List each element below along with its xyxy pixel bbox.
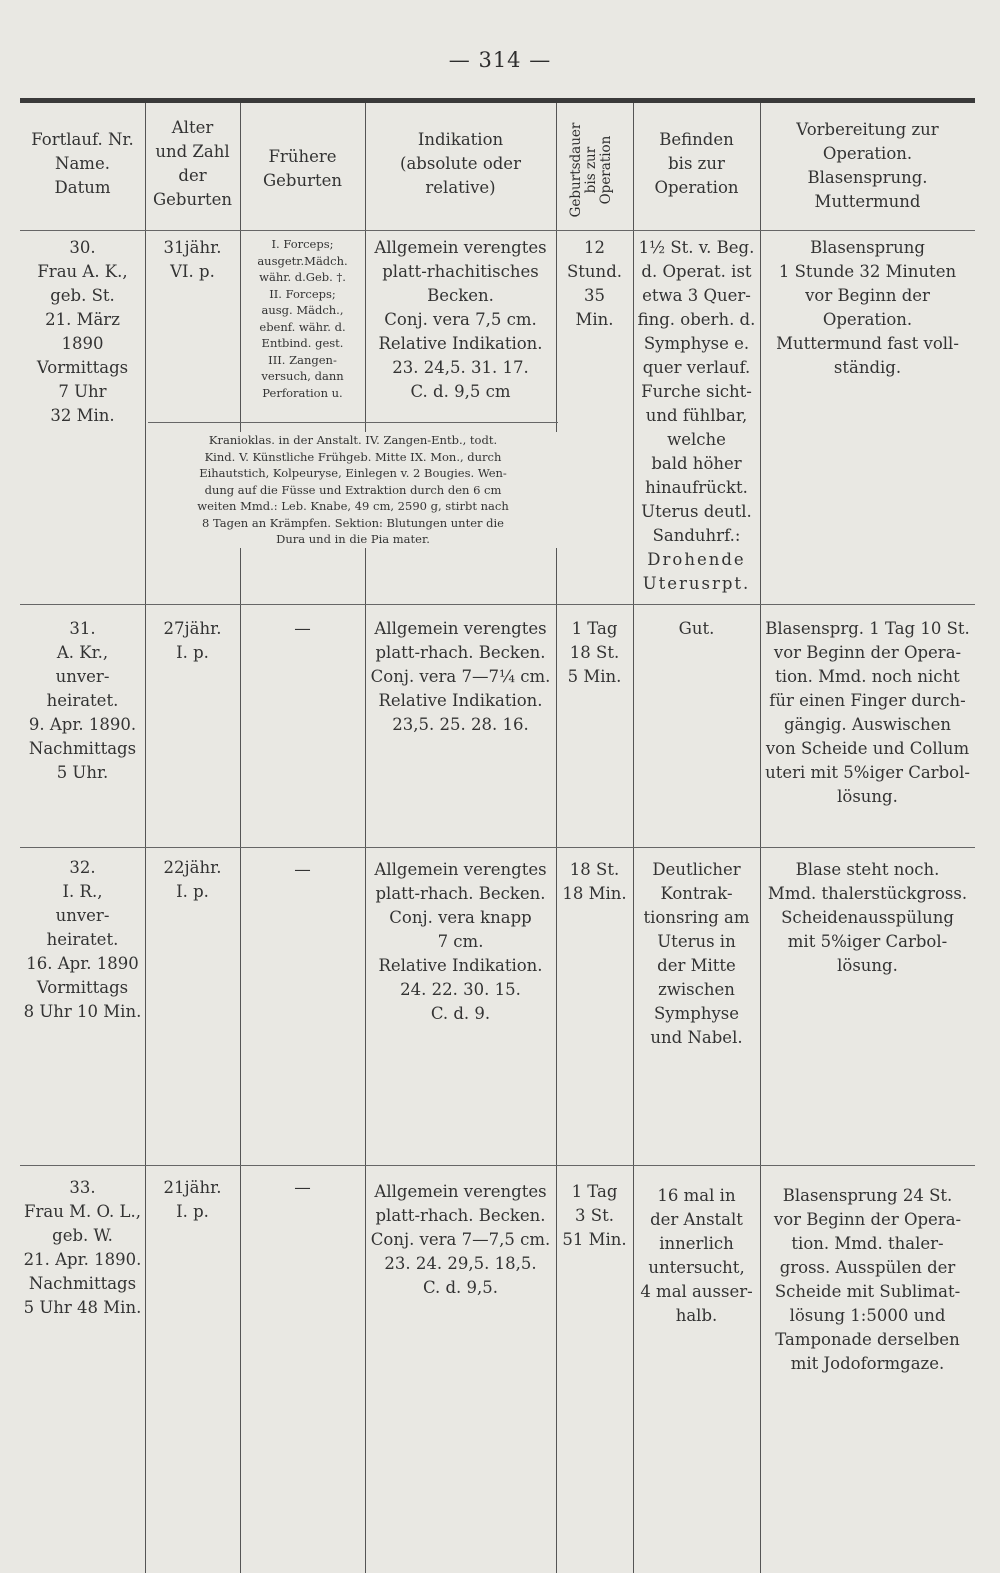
row31-birth-duration: 1 Tag 18 St. 5 Min.	[567, 619, 622, 686]
row33-condition: 16 mal in der Anstalt innerlich untersucht, 4 mal ausser- halb.	[640, 1186, 753, 1325]
row32-birth-duration: 18 St. 18 Min.	[562, 860, 627, 903]
row31-age: 27jähr. I. p.	[163, 619, 222, 662]
row30-age: 31jähr. VI. p.	[163, 238, 222, 281]
header-condition: Befinden bis zur Operation	[654, 130, 739, 197]
row32-age: 22jähr. I. p.	[163, 858, 222, 901]
header-indication: Indikation (absolute oder relative)	[400, 130, 521, 197]
row31-indication: Allgemein verengtes platt-rhach. Becken. Conj. vera 7—7¼ cm. Relative Indikation. 23,5. 25. 28. 16.	[370, 619, 551, 734]
row30-nr-name-date: 30. Frau A. K., geb. St. 21. März 1890 Vormittags 7 Uhr 32 Min.	[36, 238, 129, 425]
row33-birth-duration: 1 Tag 3 St. 51 Min.	[562, 1182, 627, 1249]
row32-condition: Deutlicher Kontrak- tionsring am Uterus in der Mitte zwischen Symphyse und Nabel.	[643, 860, 750, 1047]
row31-condition: Gut.	[678, 619, 715, 638]
row32-previous-births: —	[294, 860, 311, 879]
inset-rule	[148, 422, 558, 423]
row30-previous-births-continued: Kranioklas. in der Anstalt. IV. Zangen-Entb., todt. Kind. V. Künstliche Frühgeb. Mitte IX. Mon., durch Eihautstich, Kolpeuryse, Einlegen v. 2 Bougies. Wen- dung auf die Füsse und Extraktion durch den 6 cm weiten Mmd.: Leb. Knabe, 49 cm, 2590 g, stirbt nach 8 Tagen an Krämpfen. Sektion: Blutungen unter die Dura und in die Pia mater.	[148, 432, 558, 548]
row-rule	[20, 847, 975, 848]
row33-indication: Allgemein verengtes platt-rhach. Becken. Conj. vera 7—7,5 cm. 23. 24. 29,5. 18,5. C. d. 9,5.	[370, 1182, 551, 1297]
header-previous-births: Frühere Geburten	[262, 147, 343, 190]
row30-indication: Allgemein verengtes platt-rhachitisches Becken. Conj. vera 7,5 cm. Relative Indikation. 23. 24,5. 31. 17. C. d. 9,5 cm	[374, 238, 547, 401]
header-age-births: Alter und Zahl der Geburten	[152, 118, 233, 209]
header-rule	[20, 230, 975, 231]
top-rule	[20, 98, 975, 103]
header-birth-duration: Geburtsdauer bis zur Operation	[568, 122, 614, 218]
row32-preparation: Blase steht noch. Mmd. thalerstückgross. Scheidenausspülung mit 5%iger Carbol- lösung.	[767, 860, 968, 975]
row31-previous-births: —	[294, 619, 311, 638]
row30-preparation: Blasensprung 1 Stunde 32 Minuten vor Beginn der Operation. Muttermund fast voll- ständig.	[776, 238, 959, 377]
row33-preparation: Blasensprung 24 St. vor Beginn der Opera- tion. Mmd. thaler- gross. Ausspülen der Scheide mit Sublimat- lösung 1:5000 und Tamponade derselben mit Jodoformgaze.	[773, 1186, 962, 1373]
row32-indication: Allgemein verengtes platt-rhach. Becken. Conj. vera knapp 7 cm. Relative Indikation. 24. 22. 30. 15. C. d. 9.	[374, 860, 547, 1023]
row-rule	[20, 604, 975, 605]
row30-previous-births: I. Forceps; ausgetr.Mädch. währ. d.Geb. †. II. Forceps; ausg. Mädch., ebenf. währ. d. Entbind. gest. III. Zangen- versuch, dann Perforation u.	[257, 237, 348, 400]
row30-birth-duration: 12 Stund. 35 Min.	[567, 238, 622, 329]
row31-nr-name-date: 31. A. Kr., unver- heiratet. 9. Apr. 1890. Nachmittags 5 Uhr.	[28, 619, 137, 782]
row33-previous-births: —	[294, 1178, 311, 1197]
page-number: — 314 —	[448, 48, 552, 72]
row33-nr-name-date: 33. Frau M. O. L., geb. W. 21. Apr. 1890. Nachmittags 5 Uhr 48 Min.	[23, 1178, 142, 1317]
row30-condition: 1½ St. v. Beg. d. Operat. ist etwa 3 Quer- fing. oberh. d. Symphyse e. quer verlauf. Furche sicht- und fühlbar, welche bald höher hinaufrückt. Uterus deutl. Sanduhrf.: Drohende Uterusrpt.	[637, 238, 756, 593]
row-rule	[20, 1165, 975, 1166]
header-preparation: Vorbereitung zur Operation. Blasensprung. Muttermund	[796, 120, 939, 211]
row32-nr-name-date: 32. I. R., unver- heiratet. 16. Apr. 1890 Vormittags 8 Uhr 10 Min.	[23, 858, 142, 1021]
row31-preparation: Blasensprg. 1 Tag 10 St. vor Beginn der Opera- tion. Mmd. noch nicht für einen Finger durch- gängig. Auswischen von Scheide und Collum uteri mit 5%iger Carbol- lösung.	[765, 619, 970, 806]
header-nr-name-date: Fortlauf. Nr. Name. Datum	[31, 130, 134, 197]
column-divider	[145, 103, 146, 1573]
row33-age: 21jähr. I. p.	[163, 1178, 222, 1221]
